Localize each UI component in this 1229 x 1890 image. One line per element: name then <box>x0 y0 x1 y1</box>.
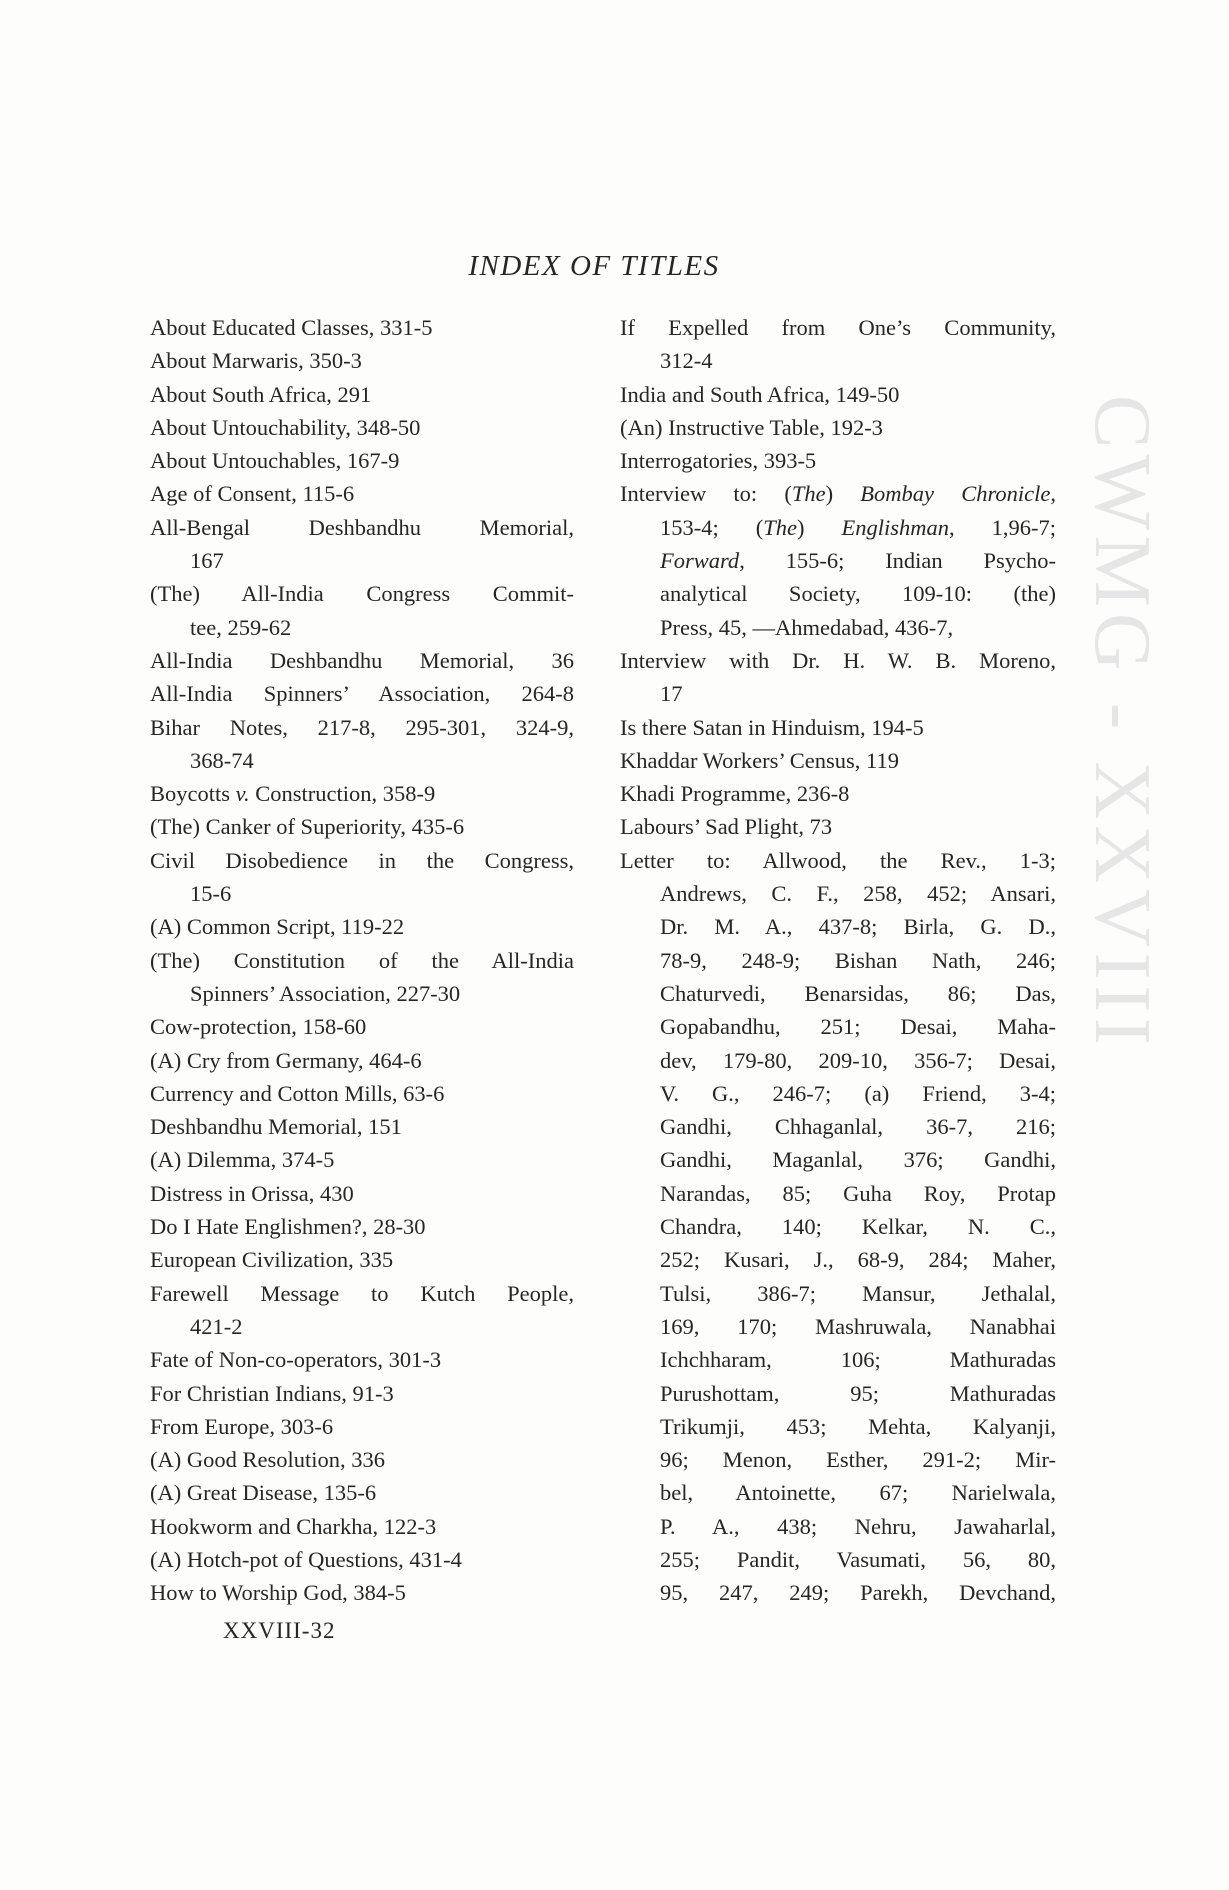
entry-continuation-line: 368-74 <box>190 747 254 773</box>
index-entry <box>620 444 1056 477</box>
entry-title-line: India and South Africa, 149-50 <box>620 381 900 407</box>
entry-title-line: Boycotts v. Construction, 358-9 <box>150 781 436 807</box>
index-entry <box>150 1044 574 1077</box>
entry-title-line: (A) Cry from Germany, 464-6 <box>150 1047 422 1073</box>
entry-continuation-line: analytical Society, 109-10: (the) <box>660 581 1056 607</box>
entry-title-line: Do I Hate Englishmen?, 28-30 <box>150 1214 426 1240</box>
index-entry <box>150 311 574 344</box>
index-entry <box>150 411 574 444</box>
entry-continuation-line: V. G., 246-7; (a) Friend, 3-4; <box>660 1080 1056 1106</box>
index-entry <box>150 711 574 778</box>
watermark: CWMG - XXVIII <box>1078 395 1166 1051</box>
index-entry <box>150 444 574 477</box>
index-entry <box>150 1110 574 1143</box>
entry-title-line: (An) Instructive Table, 192-3 <box>620 414 883 440</box>
entry-title-line: Labours’ Sad Plight, 73 <box>620 814 833 840</box>
index-column-left <box>150 311 574 1610</box>
entry-title-line: Interview to: (The) Bombay Chronicle, <box>620 481 1056 507</box>
entry-title-line: Interview with Dr. H. W. B. Moreno, <box>620 647 1056 673</box>
page-title: INDEX OF TITLES <box>468 250 720 282</box>
entry-continuation-line: Narandas, 85; Guha Roy, Protap <box>660 1180 1056 1206</box>
index-entry <box>150 644 574 677</box>
index-entry <box>150 1343 574 1376</box>
entry-title-line: If Expelled from One’s Community, <box>620 315 1056 340</box>
entry-title-line: How to Worship God, 384-5 <box>150 1580 406 1606</box>
entry-title-line: All-Bengal Deshbandhu Memorial, <box>150 514 574 540</box>
entry-continuation-line: 95, 247, 249; Parekh, Devchand, <box>660 1580 1056 1606</box>
entry-continuation-line: 15-6 <box>190 881 232 907</box>
entry-title-line: Civil Disobedience in the Congress, <box>150 847 574 873</box>
entry-title-line: For Christian Indians, 91-3 <box>150 1380 394 1406</box>
entry-title-line: About Marwaris, 350-3 <box>150 348 362 374</box>
entry-continuation-line: Chaturvedi, Benarsidas, 86; Das, <box>660 980 1056 1006</box>
index-entry <box>150 777 574 810</box>
entry-continuation-line: 17 <box>660 681 683 707</box>
index-entry <box>620 477 1056 643</box>
entry-title-line: Khaddar Workers’ Census, 119 <box>620 747 899 773</box>
entry-continuation-line: 169, 170; Mashruwala, Nanabhai <box>660 1313 1056 1339</box>
index-entry <box>620 411 1056 444</box>
index-entry <box>150 1543 574 1576</box>
entry-continuation-line: Trikumji, 453; Mehta, Kalyanji, <box>660 1413 1056 1439</box>
entry-continuation-line: Forward, 155-6; Indian Psycho- <box>660 548 1056 574</box>
entry-title-line: Currency and Cotton Mills, 63-6 <box>150 1080 445 1106</box>
entry-continuation-line: Chandra, 140; Kelkar, N. C., <box>660 1214 1056 1240</box>
entry-continuation-line: tee, 259-62 <box>190 614 292 640</box>
entry-title-line: Cow-protection, 158-60 <box>150 1014 367 1040</box>
entry-title-line: Distress in Orissa, 430 <box>150 1180 354 1206</box>
entry-continuation-line: Gopabandhu, 251; Desai, Maha- <box>660 1014 1056 1040</box>
entry-title-line: (The) Canker of Superiority, 435-6 <box>150 814 465 840</box>
entry-title-line: About Untouchables, 167-9 <box>150 448 400 474</box>
index-entry <box>620 810 1056 843</box>
index-entry <box>150 1143 574 1176</box>
entry-continuation-line: 153-4; (The) Englishman, 1,96-7; <box>660 514 1056 540</box>
index-entry <box>150 1410 574 1443</box>
entry-continuation-line: 312-4 <box>660 348 713 374</box>
entry-continuation-line: Ichchharam, 106; Mathuradas <box>660 1347 1056 1373</box>
index-entry <box>620 711 1056 744</box>
index-entry <box>150 1077 574 1110</box>
index-entry <box>620 744 1056 777</box>
index-entry <box>620 777 1056 810</box>
index-entry <box>150 810 574 843</box>
entry-title-line: About South Africa, 291 <box>150 381 372 407</box>
index-entry <box>150 944 574 1011</box>
index-entry <box>620 844 1056 1610</box>
entry-title-line: (A) Great Disease, 135-6 <box>150 1480 377 1506</box>
entry-continuation-line: Andrews, C. F., 258, 452; Ansari, <box>660 881 1056 907</box>
entry-title-line: Bihar Notes, 217-8, 295-301, 324-9, <box>150 714 574 740</box>
index-entry <box>150 1377 574 1410</box>
entry-continuation-line: Dr. M. A., 437-8; Birla, G. D., <box>660 914 1056 940</box>
index-entry <box>150 1177 574 1210</box>
entry-title-line: European Civilization, 335 <box>150 1247 394 1273</box>
entry-title-line: Is there Satan in Hinduism, 194-5 <box>620 714 924 740</box>
entry-continuation-line: Gandhi, Chhaganlal, 36-7, 216; <box>660 1114 1056 1140</box>
index-entry <box>620 644 1056 711</box>
index-column-right <box>620 311 1056 1610</box>
entry-continuation-line: bel, Antoinette, 67; Narielwala, <box>660 1480 1056 1506</box>
entry-continuation-line: 167 <box>190 548 224 574</box>
entry-continuation-line: 78-9, 248-9; Bishan Nath, 246; <box>660 947 1056 973</box>
entry-title-line: All-India Deshbandhu Memorial, 36 <box>150 647 574 673</box>
entry-continuation-line: Spinners’ Association, 227-30 <box>190 980 461 1006</box>
entry-continuation-line: Gandhi, Maganlal, 376; Gandhi, <box>660 1147 1056 1173</box>
entry-continuation-line: P. A., 438; Nehru, Jawaharlal, <box>660 1513 1056 1539</box>
index-entry <box>150 677 574 710</box>
index-entry <box>150 1510 574 1543</box>
entry-title-line: Deshbandhu Memorial, 151 <box>150 1114 402 1140</box>
index-entry <box>620 378 1056 411</box>
entry-title-line: (The) All-India Congress Commit- <box>150 581 574 607</box>
entry-title-line: (A) Good Resolution, 336 <box>150 1447 385 1473</box>
entry-continuation-line: Press, 45, —Ahmedabad, 436-7, <box>660 614 954 640</box>
entry-title-line: All-India Spinners’ Association, 264-8 <box>150 681 574 707</box>
index-entry <box>620 311 1056 378</box>
index-entry <box>150 511 574 578</box>
entry-continuation-line: dev, 179-80, 209-10, 356-7; Desai, <box>660 1047 1056 1073</box>
index-entry <box>150 1443 574 1476</box>
entry-title-line: (A) Common Script, 119-22 <box>150 914 405 940</box>
entry-title-line: (A) Dilemma, 374-5 <box>150 1147 335 1173</box>
entry-title-line: (The) Constitution of the All-India <box>150 947 574 973</box>
entry-title-line: Age of Consent, 115-6 <box>150 481 355 507</box>
index-entry <box>150 577 574 644</box>
entry-continuation-line: 421-2 <box>190 1313 243 1339</box>
index-entry <box>150 344 574 377</box>
index-entry <box>150 1476 574 1509</box>
index-entry <box>150 1010 574 1043</box>
entry-title-line: About Untouchability, 348-50 <box>150 414 421 440</box>
index-entry <box>150 1277 574 1344</box>
entry-continuation-line: 252; Kusari, J., 68-9, 284; Maher, <box>660 1247 1056 1273</box>
entry-title-line: About Educated Classes, 331-5 <box>150 315 433 340</box>
index-entry <box>150 1243 574 1276</box>
index-entry <box>150 1210 574 1243</box>
index-entry <box>150 1576 574 1609</box>
entry-title-line: Hookworm and Charkha, 122-3 <box>150 1513 437 1539</box>
entry-title-line: (A) Hotch-pot of Questions, 431-4 <box>150 1546 462 1572</box>
entry-title-line: Letter to: Allwood, the Rev., 1-3; <box>620 847 1056 873</box>
entry-title-line: Interrogatories, 393-5 <box>620 448 817 474</box>
entry-title-line: Fate of Non-co-operators, 301-3 <box>150 1347 442 1373</box>
folio-signature: XXVIII-32 <box>223 1618 336 1643</box>
index-entry <box>150 378 574 411</box>
index-entry <box>150 844 574 911</box>
entry-title-line: From Europe, 303-6 <box>150 1413 334 1439</box>
entry-continuation-line: 96; Menon, Esther, 291-2; Mir- <box>660 1447 1056 1473</box>
index-entry <box>150 910 574 943</box>
entry-continuation-line: 255; Pandit, Vasumati, 56, 80, <box>660 1546 1056 1572</box>
index-entry <box>150 477 574 510</box>
entry-continuation-line: Purushottam, 95; Mathuradas <box>660 1380 1056 1406</box>
entry-title-line: Farewell Message to Kutch People, <box>150 1280 574 1306</box>
entry-title-line: Khadi Programme, 236-8 <box>620 781 850 807</box>
entry-continuation-line: Tulsi, 386-7; Mansur, Jethalal, <box>660 1280 1056 1306</box>
